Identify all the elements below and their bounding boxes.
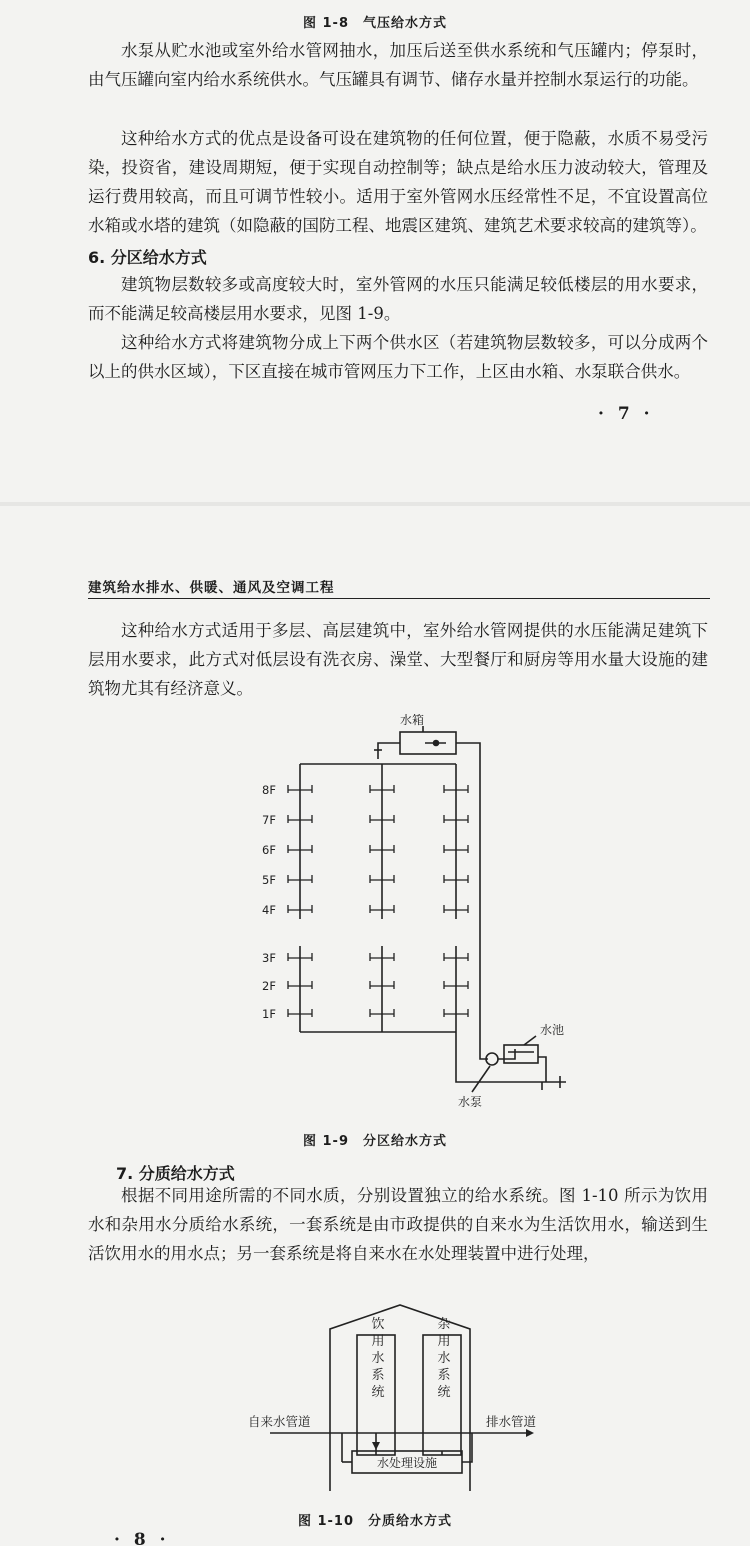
treatment-label: 水处理设施: [376, 1456, 438, 1470]
section-7-heading: 7. 分质给水方式: [116, 1164, 235, 1183]
floor-label-5f: 5F: [262, 873, 276, 887]
page-number-7: · 7 ·: [598, 404, 654, 424]
misc-system-label: 杂用水系统: [434, 1316, 450, 1402]
floor-branch-group: [288, 785, 468, 1017]
pump-label: 水泵: [458, 1095, 483, 1109]
pool-label: 水池: [540, 1023, 565, 1037]
pool-leader-line: [524, 1036, 536, 1045]
figure-1-8-caption: 图 1-8 气压给水方式: [302, 16, 447, 31]
floor-label-8f: 8F: [262, 783, 276, 797]
figure-1-10-diagram: [240, 1301, 570, 1501]
paragraph-pressure-tank-pros-cons: 这种给水方式的优点是设备可设在建筑物的任何位置，便于隐蔽，水质不易受污染，投资省，建设周期短，便于实现自动控制等；缺点是给水压力波动较大，管理及运行费用较高，而且可调节性较小。适用于室外管网水压经常性不足，不宜设置高位水箱或水塔的建筑（如隐蔽的国防工程、地震区建筑、建筑艺术要求较高的建筑等）。: [88, 129, 708, 235]
floor-label-4f: 4F: [262, 903, 276, 917]
paragraph-zoned-applicability: 这种给水方式适用于多层、高层建筑中，室外给水管网提供的水压能满足建筑下层用水要求，此方式对低层设有洗衣房、澡堂、大型餐厅和厨房等用水量大设施的建筑物尤其有经济意义。: [88, 621, 708, 698]
floor-label-6f: 6F: [262, 843, 276, 857]
drinking-arrow-icon: [372, 1442, 380, 1450]
paragraph-zoned-intro: 建筑物层数较多或高度较大时，室外管网的水压只能满足较低楼层的用水要求，而不能满足较高楼层用水要求，见图 1-9。: [88, 275, 708, 323]
paragraph-pressure-tank-operation: 水泵从贮水池或室外给水管网抽水，加压后送至供水系统和气压罐内；停泵时，由气压罐向室内给水系统供水。气压罐具有调节、储存水量并控制水泵运行的功能。: [88, 41, 708, 89]
drain-arrow-icon: [526, 1429, 534, 1437]
tank-outlet-pipe: [378, 743, 400, 759]
floor-label-group: [262, 783, 276, 1021]
page-8: [0, 506, 750, 1546]
tank-label: 水箱: [399, 714, 425, 727]
floor-label-2f: 2F: [262, 979, 276, 993]
page-number-8: · 8 ·: [114, 1530, 170, 1546]
tap-water-pipe-label: 自来水管道: [248, 1414, 311, 1429]
float-valve-icon: [434, 741, 439, 746]
paragraph-zoned-description: 这种给水方式将建筑物分成上下两个供水区（若建筑物层数较多，可以分成两个以上的供水区域），下区直接在城市管网压力下工作，上区由水箱、水泵联合供水。: [88, 333, 708, 381]
water-pool: [504, 1045, 538, 1063]
running-head: 建筑给水排水、供暖、通风及空调工程: [88, 580, 335, 596]
floor-label-3f: 3F: [262, 951, 276, 965]
floor-label-1f: 1F: [262, 1007, 276, 1021]
floor-label-7f: 7F: [262, 813, 276, 827]
figure-1-10-caption: 图 1-10 分质给水方式: [297, 1514, 453, 1529]
pool-inlet-pipe: [538, 1057, 546, 1082]
section-6-heading: 6. 分区给水方式: [88, 248, 207, 267]
header-rule: [88, 598, 710, 599]
drain-pipe-label: 排水管道: [486, 1414, 537, 1429]
page-7: [0, 0, 750, 502]
pump-leader-line: [472, 1066, 490, 1092]
city-main-pipe: [456, 1032, 566, 1082]
pump-suction-pipe: [498, 1049, 515, 1059]
paragraph-dual-quality: 根据不同用途所需的不同水质，分别设置独立的给水系统。图 1-10 所示为饮用水和杂用水分质给水系统，一套系统是由市政提供的自来水为生活饮用水，输送到生活饮用水的用水点；另一套系统是将自来水在水处理装置中进行处理，: [88, 1186, 708, 1263]
figure-1-9-diagram: [240, 714, 590, 1124]
figure-1-9-caption: 图 1-9 分区给水方式: [302, 1134, 447, 1149]
drinking-system-label: 饮用水系统: [368, 1316, 384, 1402]
